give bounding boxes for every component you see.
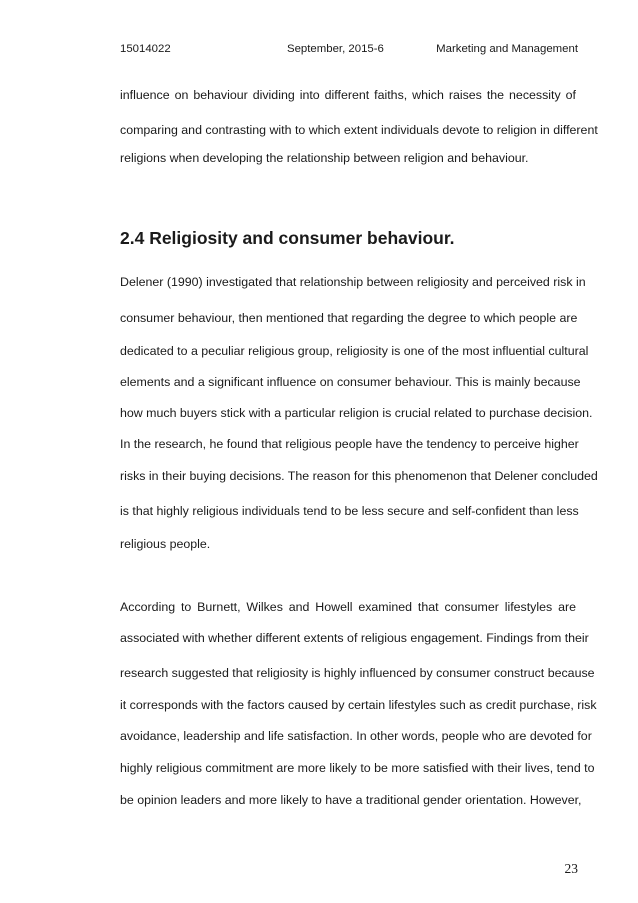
para3-line: research suggested that religiosity is highly influenced by consumer construct because: [120, 666, 595, 680]
para2-line: how much buyers stick with a particular religion is crucial related to purchase decision.: [120, 406, 593, 420]
page-number: 23: [564, 861, 578, 876]
para2-line: is that highly religious individuals tend to be less secure and self-confident than less: [120, 504, 579, 518]
para2-line: risks in their buying decisions. The reason for this phenomenon that Delener concluded: [120, 469, 598, 483]
para3-line: avoidance, leadership and life satisfaction. In other words, people who are devoted for: [120, 729, 592, 743]
header-date: September, 2015-6: [287, 43, 384, 55]
para1-line: religions when developing the relationship between religion and behaviour.: [120, 151, 529, 165]
header-student-id: 15014022: [120, 43, 171, 55]
section-heading: 2.4 Religiosity and consumer behaviour.: [120, 228, 455, 248]
para1-line: influence on behaviour dividing into different faiths, which raises the necessity of: [120, 88, 576, 102]
para3-line: be opinion leaders and more likely to have a traditional gender orientation. However,: [120, 793, 582, 807]
para3-line: highly religious commitment are more likely to be more satisfied with their lives, tend to: [120, 761, 595, 775]
para3-line: associated with whether different extents of religious engagement. Findings from their: [120, 631, 589, 645]
para2-line: Delener (1990) investigated that relationship between religiosity and perceived risk in: [120, 275, 586, 289]
para1-line: comparing and contrasting with to which extent individuals devote to religion in different: [120, 123, 598, 137]
header-course: Marketing and Management: [436, 43, 578, 55]
para3-line: it corresponds with the factors caused by certain lifestyles such as credit purchase, risk: [120, 698, 597, 712]
para2-line: religious people.: [120, 537, 211, 551]
para3-line: According to Burnett, Wilkes and Howell examined that consumer lifestyles are: [120, 600, 576, 614]
para2-line: In the research, he found that religious people have the tendency to perceive higher: [120, 437, 579, 451]
para2-line: elements and a significant influence on consumer behaviour. This is mainly because: [120, 375, 581, 389]
para2-line: dedicated to a peculiar religious group, religiosity is one of the most influential cultural: [120, 344, 589, 358]
para2-line: consumer behaviour, then mentioned that regarding the degree to which people are: [120, 311, 578, 325]
